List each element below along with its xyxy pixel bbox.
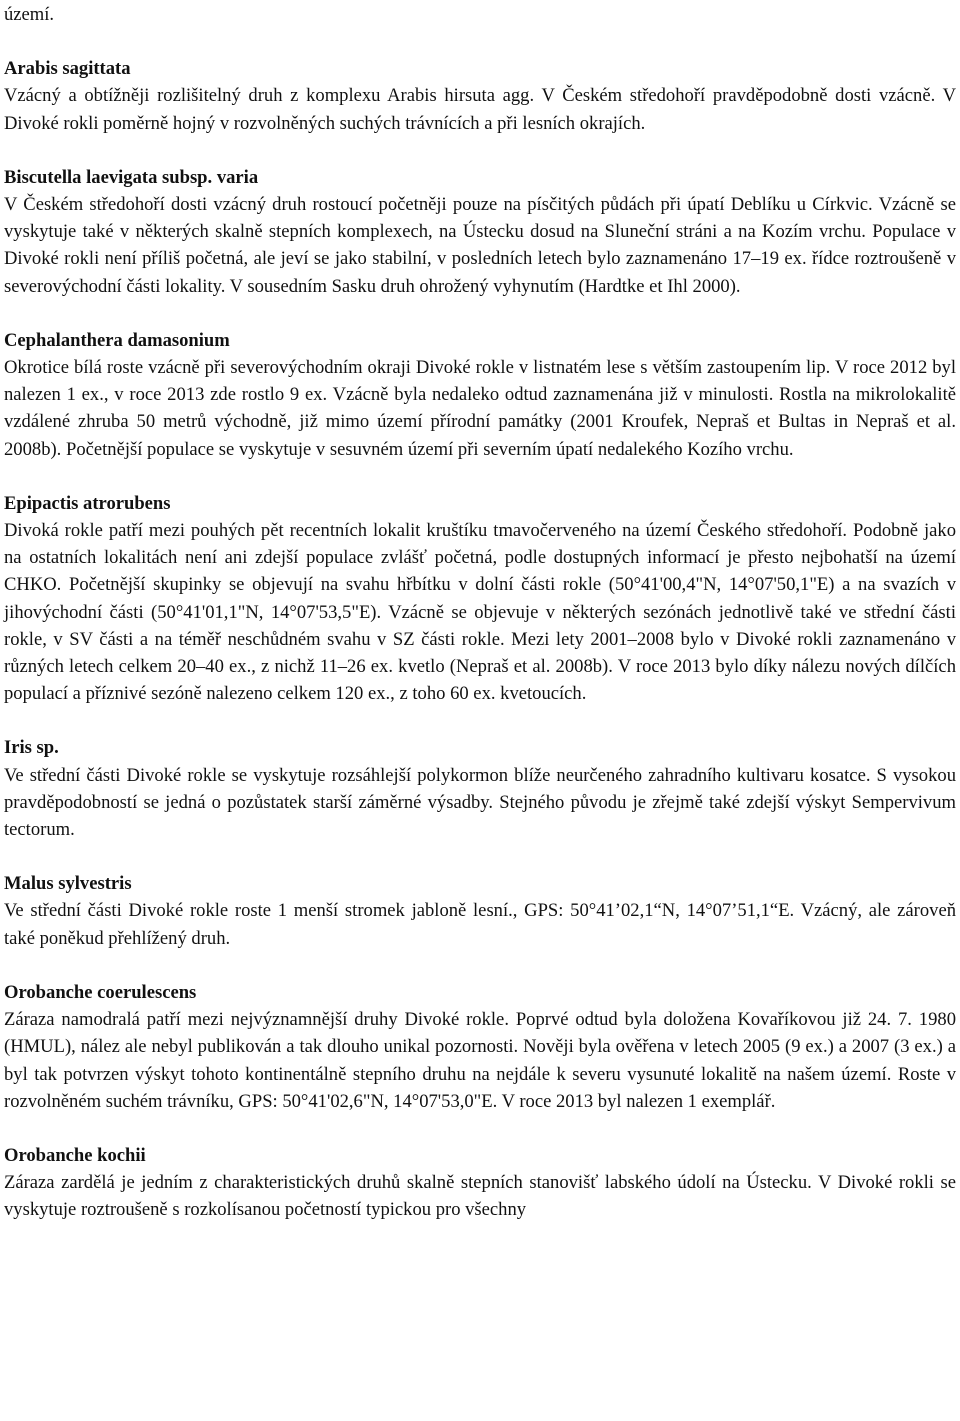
document-page bbox=[4, 0, 956, 1224]
species-description: Záraza zardělá je jedním z charakteristických druhů skalně stepních stanovišť labského údolí na Ústecku. V Divoké rokli se vyskytuje roztroušeně s rozkolísanou početností typickou pro všechny bbox=[4, 1172, 956, 1221]
species-entry-cephalanthera-damasonium bbox=[4, 327, 956, 463]
species-heading: Orobanche kochii bbox=[4, 1144, 146, 1166]
species-entry-orobanche-coerulescens bbox=[4, 979, 956, 1115]
continued-text-fragment: území. bbox=[4, 4, 55, 25]
species-description: Divoká rokle patří mezi pouhých pět recentních lokalit kruštíku tmavočerveného na území Českého středohoří. Podobně jako na ostatních lokalitách není ani zdejší populace zvlášť početná, podle dostupných informací je přesto nejbohatší na území CHKO. Početnější skupinky se objevují na svahu hřbítku v dolní části rokle (50°41'00,4"N, 14°07'50,1"E) a na svazích v jihovýchodní části (50°41'01,1"N, 14°07'53,5"E). Vzácně se objevuje v některých sezónách jednotlivě také ve střední části rokle, v SV části a na téměř neschůdném svahu v SZ části rokle. Mezi lety 2001–2008 bylo v Divoké rokli zaznamenáno v různých letech celkem 20–40 ex., z nichž 11–26 ex. kvetlo (Nepraš et al. 2008b). V roce 2013 bylo díky nálezu nových dílčích populací a příznivé sezóně nalezeno celkem 120 ex., z toho 60 ex. kvetoucích. bbox=[4, 520, 956, 705]
species-heading: Malus sylvestris bbox=[4, 873, 132, 895]
species-description: Okrotice bílá roste vzácně při severovýchodním okraji Divoké rokle v listnatém lese s větším zastoupením lip. V roce 2012 byl nalezen 1 ex., v roce 2013 zde rostlo 9 ex. Vzácně byla nedaleko odtud zaznamenána již v minulosti. Rostla na mikrolokalitě vzdálené zhruba 50 metrů východně, již mimo území přírodní památky (2001 Kroufek, Nepraš et Bultas in Nepraš et al. 2008b). Početnější populace se vyskytuje v sesuvném území při severním úpatí nedalekého Kozího vrchu. bbox=[4, 357, 956, 460]
species-entry-arabis-sagittata bbox=[4, 55, 956, 137]
species-entry-orobanche-kochii bbox=[4, 1142, 956, 1224]
species-heading: Epipactis atrorubens bbox=[4, 492, 171, 514]
species-heading: Orobanche coerulescens bbox=[4, 981, 197, 1003]
species-description: Záraza namodralá patří mezi nejvýznamnější druhy Divoké rokle. Poprvé odtud byla doložena Kovaříkovou již 24. 7. 1980 (HMUL), nález ale nebyl publikován a tak dlouho unikal pozornosti. Nověji byla ověřena v letech 2005 (9 ex.) a 2007 (3 ex.) a byl tak potvrzen výskyt tohoto kontinentálně stepního druhu na nejdále k severu vysunuté lokalitě na našem území. Roste v rozvolněném suchém trávníku, GPS: 50°41'02,6"N, 14°07'53,0"E. V roce 2013 byl nalezen 1 exemplář. bbox=[4, 1009, 956, 1112]
species-description: V Českém středohoří dosti vzácný druh rostoucí početněji pouze na písčitých půdách při úpatí Deblíku u Církvic. Vzácně se vyskytuje také v některých skalně stepních komplexech, na Ústecku dosud na Sluneční stráni a na Kozím vrchu. Populace v Divoké rokli není příliš početná, ale jeví se jako stabilní, v posledních letech bylo zaznamenáno 17–19 ex. řídce roztroušeně v severovýchodní části lokality. V sousedním Sasku druh ohrožený vyhynutím (Hardtke et Ihl 2000). bbox=[4, 194, 956, 297]
species-entry-epipactis-atrorubens bbox=[4, 490, 956, 708]
species-heading: Arabis sagittata bbox=[4, 58, 131, 80]
species-heading: Iris sp. bbox=[4, 737, 59, 759]
species-entry-iris bbox=[4, 734, 956, 843]
species-entry-biscutella-laevigata bbox=[4, 164, 956, 300]
species-heading: Biscutella laevigata subsp. varia bbox=[4, 166, 259, 188]
species-description: Vzácný a obtížněji rozlišitelný druh z komplexu Arabis hirsuta agg. V Českém středohoří pravděpodobně dosti vzácně. V Divoké rokli poměrně hojný v rozvolněných suchých trávnících a při lesních okrajích. bbox=[4, 85, 956, 134]
species-description: Ve střední části Divoké rokle se vyskytuje rozsáhlejší polykormon blíže neurčeného zahradního kultivaru kosatce. S vysokou pravděpodobností se jedná o pozůstatek starší záměrné výsadby. Stejného původu je zřejmě také zdejší výskyt Sempervivum tectorum. bbox=[4, 764, 956, 841]
species-heading: Cephalanthera damasonium bbox=[4, 329, 230, 351]
species-entry-malus-sylvestris bbox=[4, 870, 956, 952]
species-description: Ve střední části Divoké rokle roste 1 menší stromek jabloně lesní., GPS: 50°41’02,1“N, 14°07’51,1“E. Vzácný, ale zároveň také poněkud přehlížený druh. bbox=[4, 900, 956, 949]
